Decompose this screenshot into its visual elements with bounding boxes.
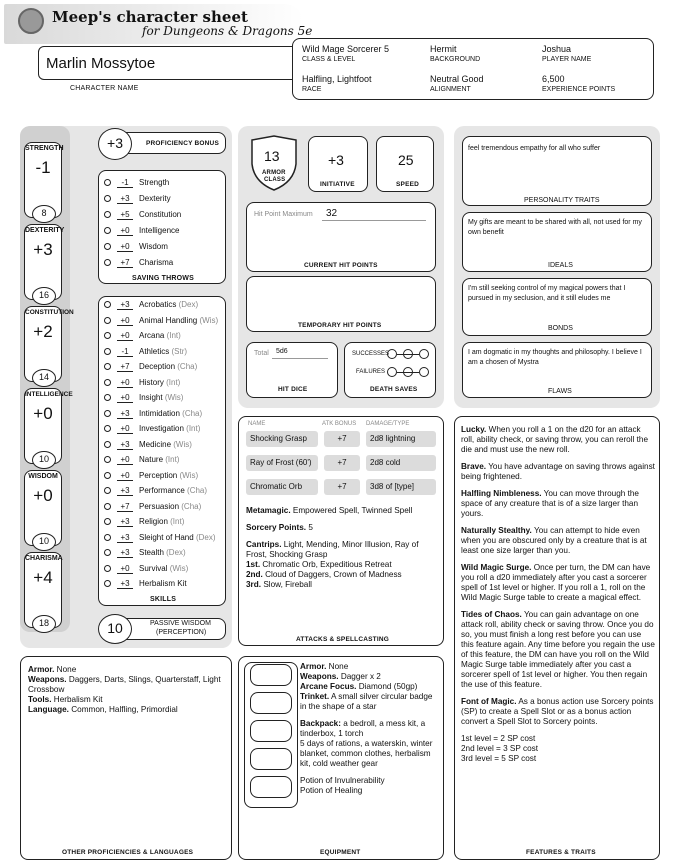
level3-spells: Slow, Fireball [263, 580, 313, 589]
class-level[interactable]: Wild Mage Sorcerer 5 [302, 44, 390, 54]
attack-bonus[interactable]: +7 [324, 455, 360, 471]
failure-circle-icon[interactable] [419, 367, 429, 377]
initiative-value: +3 [328, 152, 344, 168]
saving-throw-row[interactable] [104, 242, 168, 252]
feature-item [461, 489, 655, 519]
skill-ability: (Dex) [178, 300, 199, 309]
skill-name: Persuasion [139, 501, 180, 511]
ability-modifier: +2 [33, 322, 53, 341]
ability-dexterity[interactable] [24, 224, 65, 300]
ability-name: INTELLIGENCE [25, 391, 73, 398]
ability-score[interactable]: 10 [32, 451, 56, 469]
saving-throw-name: Charisma [139, 258, 174, 267]
skill-name: Religion [139, 517, 168, 526]
proficiency-circle-icon[interactable] [104, 425, 111, 432]
race[interactable]: Halfling, Lightfoot [302, 74, 372, 84]
skill-row[interactable] [104, 486, 207, 496]
skill-ability: (Cha) [182, 408, 203, 418]
skill-value: +3 [117, 517, 133, 527]
skill-name: Sleight of Hand [139, 532, 194, 542]
skill-row[interactable] [104, 579, 187, 589]
eq-backpack-value: a bedroll, a mess kit, a tinderbox, 1 torch [300, 719, 426, 738]
skill-value: -1 [117, 347, 133, 357]
hit-dice-label: HIT DICE [278, 386, 308, 393]
attack-col-bonus: ATK BONUS [322, 421, 357, 427]
level2-spells: Cloud of Daggers, Crown of Madness [265, 570, 402, 579]
eq-weapons-label: Weapons. [300, 672, 339, 681]
ability-modifier: +0 [33, 404, 53, 423]
ability-name: WISDOM [28, 473, 58, 480]
prof-tools-label: Tools. [28, 695, 52, 704]
proficiency-circle-icon[interactable] [104, 534, 111, 541]
ability-strength[interactable] [24, 142, 62, 218]
proficiency-circle-icon[interactable] [104, 441, 111, 448]
level3-label: 3rd. [246, 580, 262, 589]
saving-throw-value: +3 [117, 194, 133, 204]
sorcery-label: Sorcery Points. [246, 523, 307, 532]
ability-name: STRENGTH [25, 145, 64, 152]
skill-ability: (Wis) [199, 315, 219, 325]
feature-item [461, 462, 655, 482]
skill-row[interactable] [104, 502, 201, 512]
feature-item [461, 526, 655, 556]
armor-class-label-1: ARMOR [262, 170, 286, 176]
feature-desc: You have advantage on saving throws against being frightened. [461, 462, 655, 481]
skills-box [98, 296, 226, 606]
initiative-label: INITIATIVE [320, 181, 355, 188]
ability-name: CONSTITUTION [25, 309, 74, 316]
skill-name: Intimidation [139, 408, 180, 418]
feature-title: Lucky. [461, 425, 487, 434]
proficiency-circle-icon[interactable] [104, 379, 111, 386]
proficiency-circle-icon[interactable] [104, 580, 111, 587]
attack-damage[interactable]: 2d8 lightning [366, 431, 436, 447]
ability-score[interactable]: 14 [32, 369, 56, 387]
cantrips-label: Cantrips. [246, 540, 282, 549]
skill-name: History [139, 377, 164, 387]
saving-throw-row[interactable] [104, 226, 179, 236]
death-saves-label: DEATH SAVES [370, 386, 418, 393]
feature-title: Font of Magic. [461, 697, 517, 706]
character-name: Marlin Mossytoe [46, 55, 156, 72]
skill-row[interactable] [104, 564, 188, 574]
level2-label: 2nd. [246, 570, 263, 579]
skill-name: Performance [139, 486, 185, 495]
hit-dice-total[interactable]: 5d6 [276, 348, 288, 355]
skill-value: +0 [117, 316, 133, 326]
skill-value: +0 [117, 471, 133, 481]
experience-label: EXPERIENCE POINTS [542, 86, 616, 93]
skill-row[interactable] [104, 517, 184, 527]
prof-armor-label: Armor. [28, 665, 55, 674]
bonds-label: BONDS [548, 325, 573, 332]
skill-name: Insight [139, 393, 163, 402]
cantrips-value: Light, Mending, Minor Illusion, Ray of Frost, Shocking Grasp [246, 540, 419, 559]
armor-class-value: 13 [264, 148, 280, 164]
hp-max-underline [322, 220, 426, 221]
flaws: I am dogmatic in my thoughts and philosophy. I believe I am a chosen of Mystra [468, 349, 642, 366]
proficiency-circle-icon[interactable] [104, 472, 111, 479]
speed-label: SPEED [396, 181, 420, 188]
hit-dice-underline [272, 358, 328, 359]
feature-item [461, 610, 655, 690]
successes-label: SUCCESSES [352, 351, 390, 357]
skill-row[interactable] [104, 331, 181, 341]
skill-ability: (Dex) [195, 532, 216, 542]
attack-bonus[interactable]: +7 [324, 479, 360, 495]
personality-traits: feel tremendous empathy for all who suffer [468, 145, 601, 152]
saving-throw-row[interactable] [104, 210, 181, 220]
ability-charisma[interactable] [24, 552, 62, 628]
skill-value: +0 [117, 331, 133, 341]
background-label: BACKGROUND [430, 56, 481, 63]
eq-focus-value: Diamond (50gp) [358, 682, 418, 691]
attack-damage[interactable]: 2d8 cold [366, 455, 436, 471]
ability-score[interactable]: 10 [32, 533, 56, 551]
prof-weapons-label: Weapons. [28, 675, 67, 684]
skill-row[interactable] [104, 300, 198, 310]
proficiency-label: PROFICIENCY BONUS [146, 140, 219, 147]
feature-desc: Once per turn, the DM can have you roll a d20 immediately after you cast a sorcerer spell of 1st level or higher. If you roll a 1, roll on the Wild Magic Surge table to create a magical effect. [461, 563, 651, 602]
prof-tools-value: Herbalism Kit [53, 695, 103, 704]
skill-ability: (Dex) [166, 548, 186, 557]
background[interactable]: Hermit [430, 44, 457, 54]
sorcery-value: 5 [308, 523, 313, 532]
skill-name: Deception [139, 362, 176, 371]
proficiency-circle[interactable]: +3 [98, 128, 132, 160]
experience[interactable]: 6,500 [542, 74, 565, 84]
feature-title: Brave. [461, 462, 487, 471]
proficiency-circle-icon[interactable] [104, 243, 111, 250]
skill-ability: (Int) [166, 377, 181, 387]
saving-throw-name: Dexterity [139, 194, 171, 203]
saving-throws-label: SAVING THROWS [132, 275, 194, 282]
eq-focus-label: Arcane Focus. [300, 682, 357, 691]
spellcasting-text[interactable] [246, 506, 438, 590]
skill-name: Medicine [139, 439, 172, 449]
skill-ability: (Int) [170, 517, 185, 526]
eq-armor-value: None [328, 662, 349, 671]
eq-rations: 5 days of rations, a waterskin, winter blanket, common clothes, herbalism kit, cold weather gear [300, 739, 433, 768]
skill-value: +3 [117, 486, 133, 496]
feature-title: Halfling Nimbleness. [461, 489, 542, 498]
attacks-label: ATTACKS & SPELLCASTING [296, 636, 389, 643]
ability-intelligence[interactable] [24, 388, 73, 464]
features-label: FEATURES & TRAITS [526, 849, 596, 856]
race-label: RACE [302, 86, 322, 93]
skill-value: +0 [117, 564, 133, 574]
level1-spells: Chromatic Orb, Expeditious Retreat [262, 560, 392, 569]
feature-desc: You can move through the space of any creature that is of a size larger than yours. [461, 489, 639, 518]
attack-damage[interactable]: 3d8 of [type] [366, 479, 436, 495]
proficiency-circle-icon[interactable] [104, 195, 111, 202]
eq-potion-1: Potion of Invulnerability [300, 776, 385, 785]
metamagic-value: Empowered Spell, Twinned Spell [292, 506, 413, 515]
saving-throw-value: +7 [117, 258, 133, 268]
proficiency-circle-icon[interactable] [104, 394, 111, 401]
skill-value: +3 [117, 409, 133, 419]
level1-label: 1st. [246, 560, 261, 569]
features-text[interactable] [461, 425, 655, 764]
skill-name: Nature [139, 455, 164, 464]
proficiency-circle-icon[interactable] [104, 348, 111, 355]
attack-name[interactable]: Chromatic Orb [246, 479, 318, 495]
attack-name[interactable]: Ray of Frost (60') [246, 455, 318, 471]
feature-title: Tides of Chaos. [461, 610, 522, 619]
failure-circle-icon[interactable] [387, 367, 397, 377]
passive-label-1: PASSIVE WISDOM [150, 620, 211, 627]
feature-desc: When you roll a 1 on the d20 for an attack roll, ability check, or saving throw, you can reroll the die and must use the new roll. [461, 425, 649, 454]
metamagic-label: Metamagic. [246, 506, 291, 515]
sp-cost-line: 3rd level = 5 SP cost [461, 754, 537, 763]
skill-value: +0 [117, 424, 133, 434]
player-name-label: PLAYER NAME [542, 56, 592, 63]
sheet-title: Meep's character sheet [52, 8, 248, 26]
proficiency-circle-icon[interactable] [104, 565, 111, 572]
skill-ability: (Cha) [181, 501, 202, 511]
proficiency-circle-icon[interactable] [104, 503, 111, 510]
proficiency-circle-icon[interactable] [104, 487, 111, 494]
ability-score[interactable]: 8 [32, 205, 56, 223]
skill-value: +3 [117, 300, 133, 310]
proficiency-circle-icon[interactable] [104, 317, 111, 324]
feature-title: Naturally Stealthy. [461, 526, 532, 535]
skill-value: +7 [117, 362, 133, 372]
saving-throw-name: Strength [139, 178, 170, 187]
prof-armor-value: None [56, 665, 77, 674]
sp-cost-line: 1st level = 2 SP cost [461, 734, 536, 743]
proficiency-circle-icon[interactable] [104, 456, 111, 463]
feature-desc: You can gain advantage on one attack roll, ability check or saving throw. Once you do so, you must finish a long rest before you can use this feature again. Any time before you regain the use of this feature, the DM can have you roll on the Wild Magic Surge table immediately after you cast a sorcerer spell of 1st level or higher. You then regain the use of this feature. [461, 610, 655, 689]
sp-cost-line: 2nd level = 3 SP cost [461, 744, 538, 753]
skill-name: Perception [139, 470, 178, 480]
attack-name[interactable]: Shocking Grasp [246, 431, 318, 447]
proficiency-circle-icon[interactable] [104, 549, 111, 556]
attack-col-damage: DAMAGE/TYPE [366, 421, 410, 427]
skill-value: +3 [117, 533, 133, 543]
skill-ability: (Str) [171, 346, 188, 356]
feature-item [461, 563, 655, 603]
skill-row[interactable] [104, 533, 216, 543]
sheet-subtitle: for Dungeons & Dragons 5e [142, 24, 313, 38]
skill-value: +3 [117, 579, 133, 589]
skill-row[interactable] [104, 316, 218, 326]
skill-ability: (Wis) [179, 470, 199, 480]
skill-ability: (Int) [166, 331, 181, 340]
attack-col-name: NAME [248, 421, 266, 427]
attack-bonus[interactable]: +7 [324, 431, 360, 447]
eq-weapons-value: Dagger x 2 [340, 672, 381, 681]
proficiency-circle-icon[interactable] [104, 211, 111, 218]
proficiency-circle-icon[interactable] [104, 259, 111, 266]
skill-row[interactable] [104, 378, 180, 388]
skill-row[interactable] [104, 455, 179, 465]
skill-name: Acrobatics [139, 300, 177, 309]
feature-title: Wild Magic Surge. [461, 563, 532, 572]
skill-row[interactable] [104, 471, 198, 481]
skill-ability: (Int) [186, 424, 201, 433]
skill-row[interactable] [104, 362, 197, 372]
proficiency-circle-icon[interactable] [104, 179, 111, 186]
ability-constitution[interactable] [24, 306, 74, 382]
saving-throw-name: Constitution [139, 210, 182, 219]
skill-value: +0 [117, 378, 133, 388]
speed-value: 25 [398, 152, 414, 168]
eq-trinket-value: A small silver circular badge in the shape of a star [300, 692, 433, 711]
skill-ability: (Wis) [173, 439, 192, 449]
saving-throw-row[interactable] [104, 258, 173, 268]
skill-ability: (Wis) [169, 563, 189, 573]
feature-item [461, 697, 655, 727]
eq-trinket-label: Trinket. [300, 692, 330, 701]
proficiency-circle-icon[interactable] [104, 301, 111, 308]
saving-throw-value: +0 [117, 242, 133, 252]
alignment[interactable]: Neutral Good [430, 74, 484, 84]
ability-modifier: +0 [33, 486, 53, 505]
feature-desc: You can attempt to hide even when you are obscured only by a creature that is at least one size larger than you. [461, 526, 647, 555]
skill-row[interactable] [104, 424, 200, 434]
prof-language-value: Common, Halfling, Primordial [71, 705, 178, 714]
skill-ability: (Int) [165, 455, 180, 464]
skill-name: Animal Handling [139, 315, 198, 325]
skill-row[interactable] [104, 440, 192, 450]
prof-language-label: Language. [28, 705, 69, 714]
proficiency-circle-icon[interactable] [104, 227, 111, 234]
saving-throw-name: Intelligence [139, 226, 180, 235]
proficiency-circle-icon[interactable] [104, 518, 111, 525]
dragon-logo-icon [18, 8, 44, 34]
success-circle-icon[interactable] [419, 349, 429, 359]
passive-circle[interactable]: 10 [98, 614, 132, 644]
failures-label: FAILURES [356, 369, 386, 375]
skill-value: +3 [117, 548, 133, 558]
class-level-label: CLASS & LEVEL [302, 56, 356, 63]
skill-ability: (Wis) [164, 393, 184, 402]
skills-label: SKILLS [150, 596, 177, 603]
ability-name: DEXTERITY [25, 227, 65, 234]
ability-modifier: +3 [33, 240, 53, 259]
eq-armor-label: Armor. [300, 662, 327, 671]
hp-max-value[interactable]: 32 [326, 208, 338, 219]
failure-connector [397, 372, 419, 373]
success-circle-icon[interactable] [387, 349, 397, 359]
ability-score[interactable]: 18 [32, 615, 56, 633]
flaws-label: FLAWS [548, 388, 572, 395]
bonds: I'm still seeking control of my magical powers that I pursued in my seclusion, and it still eludes me [468, 285, 626, 302]
prof-weapons-value: Daggers, Darts, Slings, Quarterstaff, Light Crossbow [28, 675, 221, 694]
saving-throw-value: +5 [117, 210, 133, 220]
saving-throw-name: Wisdom [139, 242, 168, 251]
ability-score[interactable]: 16 [32, 287, 56, 305]
ability-wisdom[interactable] [24, 470, 62, 546]
skill-value: +0 [117, 455, 133, 465]
saving-throw-row[interactable] [104, 194, 171, 204]
skill-row[interactable] [104, 409, 202, 419]
feature-desc: As a bonus action use Sorcery points (SP) to create a Spell Slot or as a bonus action convert a Spell Slot to Sorcery points. [461, 697, 654, 726]
proficiencies-label: OTHER PROFICIENCIES & LANGUAGES [62, 849, 194, 856]
skill-row[interactable] [104, 548, 186, 558]
character-name-label: CHARACTER NAME [70, 85, 139, 92]
proficiency-circle-icon[interactable] [104, 410, 111, 417]
ideals: My gifts are meant to be shared with all, not used for my own benefit [468, 219, 642, 236]
passive-label-2: (PERCEPTION) [156, 629, 207, 636]
temp-hp-label: TEMPORARY HIT POINTS [298, 322, 382, 329]
feature-item [461, 425, 655, 455]
skill-value: +0 [117, 393, 133, 403]
personality-traits-label: PERSONALITY TRAITS [524, 197, 600, 204]
skill-name: Arcana [139, 331, 165, 340]
ability-modifier: +4 [33, 568, 53, 587]
equipment-label: EQUIPMENT [320, 849, 361, 856]
skill-row[interactable] [104, 393, 183, 403]
current-hp-label: CURRENT HIT POINTS [304, 262, 378, 269]
success-connector [397, 354, 419, 355]
saving-throw-value: +0 [117, 226, 133, 236]
eq-potion-2: Potion of Healing [300, 786, 363, 795]
equipment-text[interactable] [300, 662, 440, 796]
eq-backpack-label: Backpack: [300, 719, 341, 728]
ability-name: CHARISMA [25, 555, 63, 562]
ideals-label: IDEALS [548, 262, 573, 269]
skill-ability: (Cha) [187, 486, 208, 495]
proficiencies-text[interactable] [28, 665, 224, 715]
armor-class-label-2: CLASS [264, 177, 286, 183]
skill-value: +3 [117, 440, 133, 450]
alignment-label: ALIGNMENT [430, 86, 471, 93]
coin-column-border [244, 662, 298, 808]
skill-ability: (Cha) [177, 362, 198, 371]
ability-modifier: -1 [35, 158, 51, 177]
proficiency-circle-icon[interactable] [104, 332, 111, 339]
skill-name: Athletics [139, 346, 170, 356]
skill-value: +7 [117, 502, 133, 512]
hp-max-label: Hit Point Maximum [254, 211, 313, 218]
skill-row[interactable] [104, 347, 187, 357]
skill-name: Survival [139, 563, 168, 573]
skill-name: Herbalism Kit [139, 579, 187, 588]
proficiency-circle-icon[interactable] [104, 363, 111, 370]
skill-name: Stealth [139, 548, 164, 557]
hit-dice-total-label: Total [254, 350, 269, 357]
saving-throw-row[interactable] [104, 178, 169, 188]
player-name[interactable]: Joshua [542, 44, 572, 54]
skill-name: Investigation [139, 424, 184, 433]
saving-throw-value: -1 [117, 178, 133, 188]
